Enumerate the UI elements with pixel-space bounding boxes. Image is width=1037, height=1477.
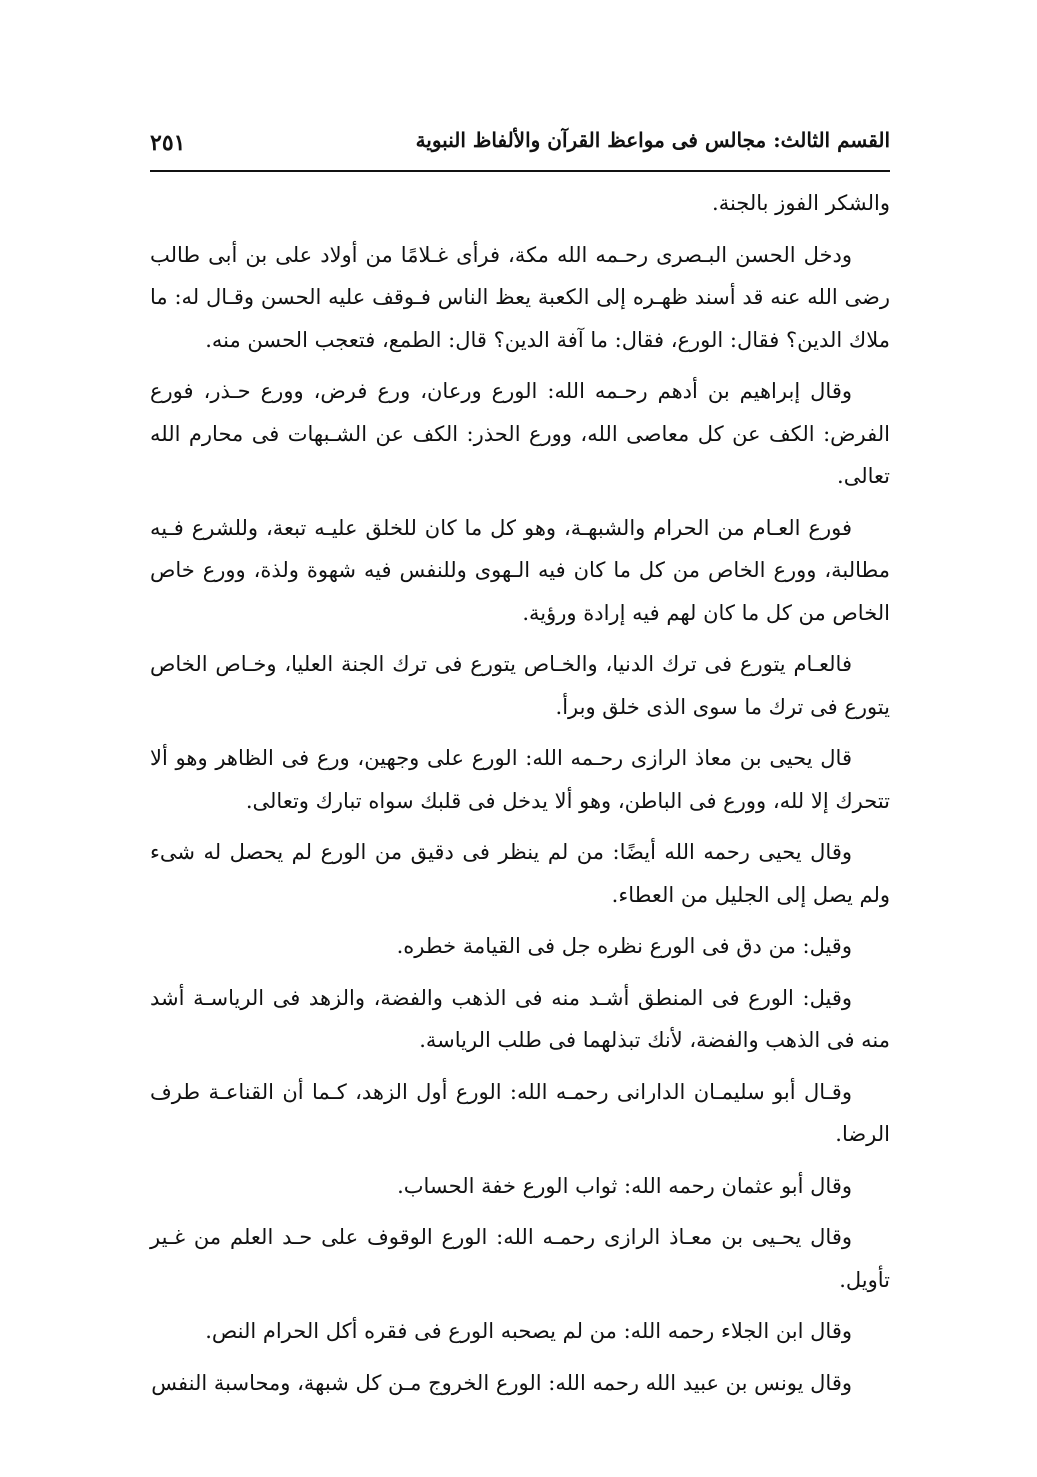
paragraph: وقال إبراهيم بن أدهم رحـمه الله: الورع ورعان، ورع فرض، وورع حـذر، فورع الفرض: الكف عن كل معاصى الله، وورع الحذر: الكف عن الشـبهات فى محارم الله تعالى. [150,379,890,488]
paragraph: وقال يحيى رحمه الله أيضًا: من لم ينظر فى دقيق من الورع لم يحصل له شىء ولم يصل إلى الجليل من العطاء. [150,840,890,907]
paragraph: وقيل: من دق فى الورع نظره جل فى القيامة خطره. [396,934,852,958]
paragraph: فالعـام يتورع فى ترك الدنيا، والخـاص يتورع فى ترك الجنة العليا، وخـاص الخاص يتورع فى ترك ما سوى الذى خلق وبرأ. [150,652,890,719]
paragraph: ودخل الحسن البـصرى رحـمه الله مكة، فرأى غـلامًا من أولاد على بن أبى طالب رضى الله عنه قد أسند ظهـره إلى الكعبة يعظ الناس فـوقف عليه الحسن وقـال له: ما ملاك الدين؟ فقال: الورع، فقال: ما آفة الدين؟ قال: الطمع، فتعجب الحسن منه. [150,242,890,352]
paragraph: وقال يونس بن عبيد الله رحمه الله: الورع الخروج مـن كل شبهة، ومحاسبة النفس [151,1370,852,1395]
paragraph: وقـال أبو سليمـان الدارانى رحمـه الله: الورع أول الزهد، كـما أن القناعـة طرف الرضا. [150,1079,890,1146]
header-rule [150,170,890,172]
page-number: ٢٥١ [150,130,186,156]
page-header [150,120,890,168]
paragraph: فورع العـام من الحرام والشبهـة، وهو كل ما كان للخلق عليـه تبعة، وللشرع فـيه مطالبة، وورع الخاص من كل ما كان فيه الـهوى وللنفس فيه شهوة ولذة، وورع خاص الخاص من كل ما كان لهم فيه إرادة ورؤية. [150,515,890,625]
paragraph: وقال أبو عثمان رحمه الله: ثواب الورع خفة الحساب. [397,1173,852,1198]
paragraph: وقيل: الورع فى المنطق أشـد منه فى الذهب والفضة، والزهد فى الرياسـة أشد منه فى الذهب والفضة، لأنك تبذلهما فى طلب الرياسة. [150,985,890,1052]
body-text [150,182,890,1413]
document-page [150,120,890,1420]
paragraph: وقال ابن الجلاء رحمه الله: من لم يصحبه الورع فى فقره أكل الحرام النص. [205,1319,852,1343]
paragraph: قال يحيى بن معاذ الرازى رحـمه الله: الورع على وجهين، ورع فى الظاهر وهو ألا تتحرك إلا لله، وورع فى الباطن، وهو ألا يدخل فى قلبك سواه تبارك وتعالى. [150,746,890,813]
paragraph: وقال يحـيى بن معـاذ الرازى رحمـه الله: الورع الوقوف على حـد العلم من غـير تأويل. [150,1225,890,1292]
paragraph: والشكر الفوز بالجنة. [712,191,890,215]
section-label: القسم الثالث: [773,128,890,152]
running-head [416,128,890,152]
section-title: مجالس فى مواعظ القرآن والألفاظ النبوية [415,128,767,152]
